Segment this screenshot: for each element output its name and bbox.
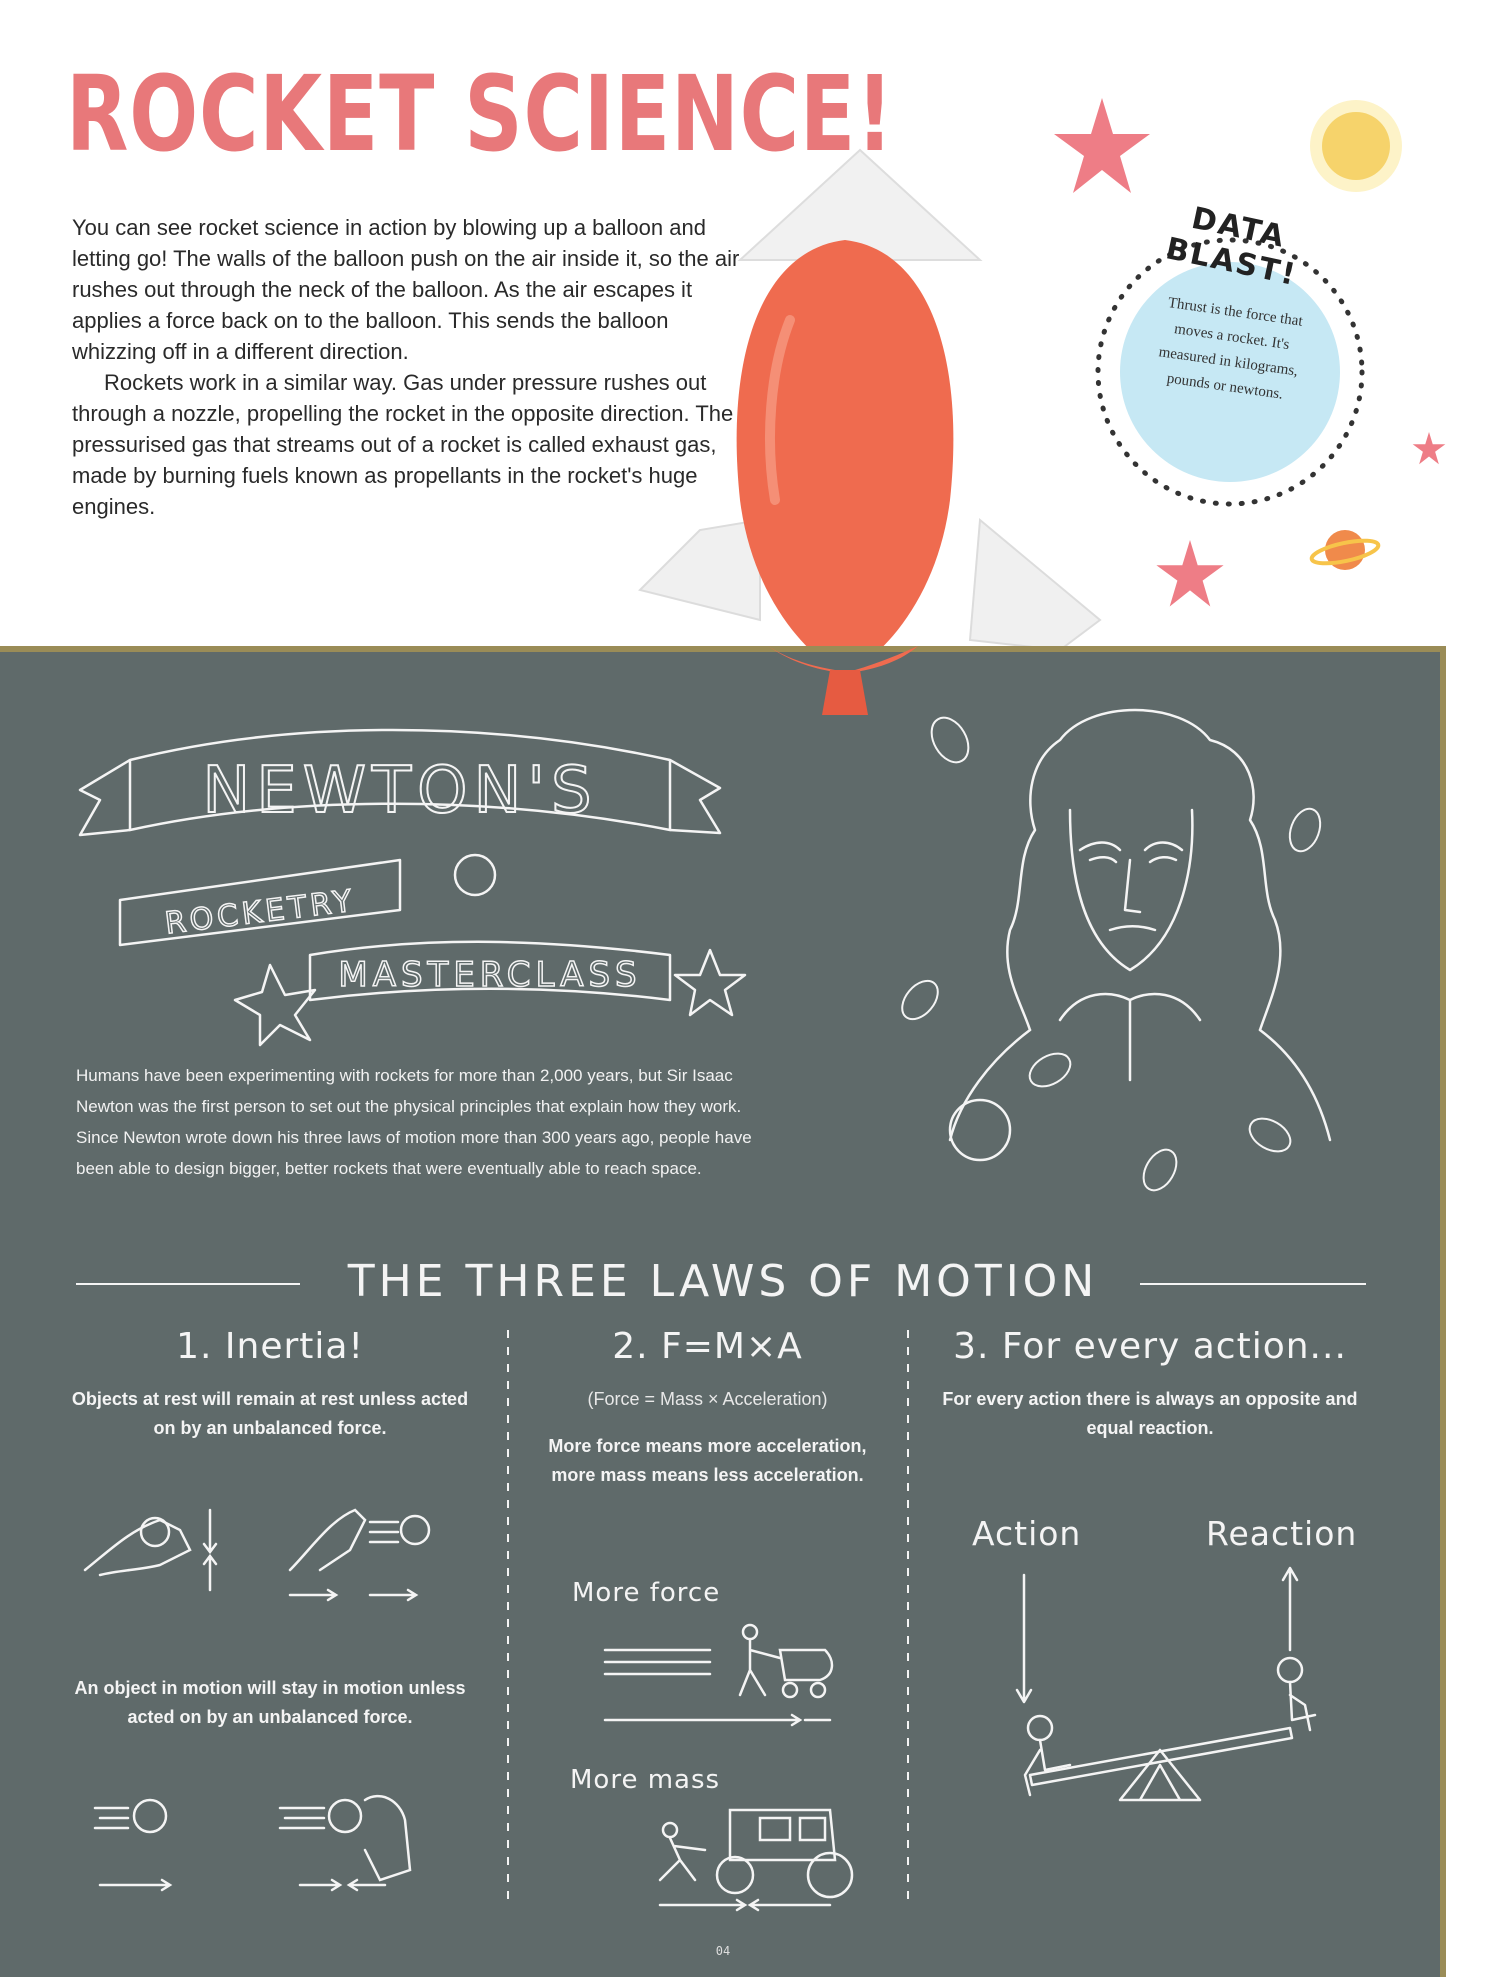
- more-force-label: More force: [572, 1578, 721, 1608]
- more-mass-illustration: [640, 1790, 860, 1920]
- law-2-subtitle: (Force = Mass × Acceleration): [587, 1389, 828, 1409]
- law-3-title: 3. For every action...: [953, 1326, 1347, 1367]
- child-right-icon: [1278, 1658, 1302, 1682]
- newton-portrait: [930, 700, 1350, 1180]
- banner-line-1: NEWTON'S: [202, 754, 598, 828]
- balloon-overlap: [640, 140, 1120, 740]
- law-2-text: More force means more acceleration, more mass means less acceleration.: [548, 1436, 867, 1485]
- law-3-column: [930, 1326, 1370, 1443]
- reaction-label: Reaction: [1206, 1514, 1358, 1553]
- arrow-up-icon: [1283, 1568, 1297, 1650]
- law-1-text-motion: An object in motion will stay in motion unless acted on by an unbalanced force.: [74, 1678, 466, 1727]
- pram-icon: [780, 1650, 832, 1680]
- seesaw-illustration: [1000, 1560, 1340, 1840]
- star-burst-right: [675, 950, 745, 1015]
- arrow-down-icon: [1017, 1575, 1031, 1702]
- newton-face: [1070, 810, 1192, 970]
- hand-stopping-ball-icon: [365, 1796, 410, 1880]
- data-blast-callout: [1090, 200, 1370, 500]
- person-pushing-icon: [743, 1625, 757, 1639]
- newtons-banner: [70, 700, 750, 1030]
- inertia-illustration-rest: [80, 1490, 460, 1610]
- inertia-illustration-motion: [80, 1780, 460, 1900]
- chalkboard-intro-text: Humans have been experimenting with rockets for more than 2,000 years, but Sir Isaac Newton was the first person to set out the physical principles that explain how they work. Since Newton wrote down his three laws of motion more than 300 years ago, people have been able to design bigger, better rockets that were eventually able to reach space.: [76, 1066, 752, 1178]
- action-label: Action: [972, 1514, 1082, 1553]
- apple-icon: [455, 855, 495, 895]
- more-mass-label: More mass: [570, 1765, 721, 1795]
- data-blast-title: DATA BLAST!: [1162, 200, 1301, 294]
- banner-line-2: ROCKETRY: [163, 883, 358, 942]
- data-blast-text: Thrust is the force that moves a rocket. It's measured in kilograms, pounds or newtons.: [1157, 294, 1304, 403]
- law-1-title: 1. Inertia!: [176, 1326, 364, 1367]
- planet-icon: [1308, 520, 1382, 580]
- seesaw-plank: [1030, 1728, 1292, 1785]
- law-1-text-rest: Objects at rest will remain at rest unless acted on by an unbalanced force.: [71, 1389, 469, 1438]
- intro-paragraph-1: You can see rocket science in action by blowing up a balloon and letting go! The walls of the balloon push on the air inside it, so the air rushes out through the neck of the balloon. As the air escapes it applies a force back on to the balloon. This sends the balloon whizzing off in a different direction.: [72, 215, 740, 364]
- sun-icon: [1306, 96, 1406, 196]
- page-title: ROCKET SCIENCE!: [66, 53, 894, 175]
- law-1-motion-text-block: [60, 1674, 480, 1732]
- law-3-text: For every action there is always an opposite and equal reaction.: [942, 1389, 1358, 1438]
- law-1-column: [60, 1326, 480, 1443]
- person-pushing-carriage-icon: [663, 1823, 677, 1837]
- hand-holding-ball-icon: [85, 1520, 190, 1575]
- apple-icon-portrait: [950, 1100, 1010, 1160]
- intro-paragraph-2: Rockets work in a similar way. Gas under pressure rushes out through a nozzle, propelling the rocket in the opposite direction. The pressurised gas that streams out of a rocket is called exhaust gas, made by burning fuels known as propellants in the rocket's huge engines.: [72, 370, 734, 519]
- star-icon-lower: [1155, 540, 1225, 610]
- small-star-icon: [1412, 432, 1446, 466]
- carriage-icon: [730, 1810, 835, 1860]
- banner-line-3: MASTERCLASS: [338, 955, 642, 995]
- laws-heading: THE THREE LAWS OF MOTION: [347, 1256, 1099, 1307]
- page-number: 04: [715, 1944, 731, 1958]
- hand-pushing-ball-icon: [290, 1510, 365, 1570]
- newton-hair: [1007, 710, 1280, 1030]
- law-2-title: 2. F=M×A: [612, 1326, 803, 1367]
- child-left-icon: [1028, 1716, 1052, 1740]
- law-2-column: [530, 1326, 885, 1490]
- more-force-illustration: [600, 1620, 840, 1730]
